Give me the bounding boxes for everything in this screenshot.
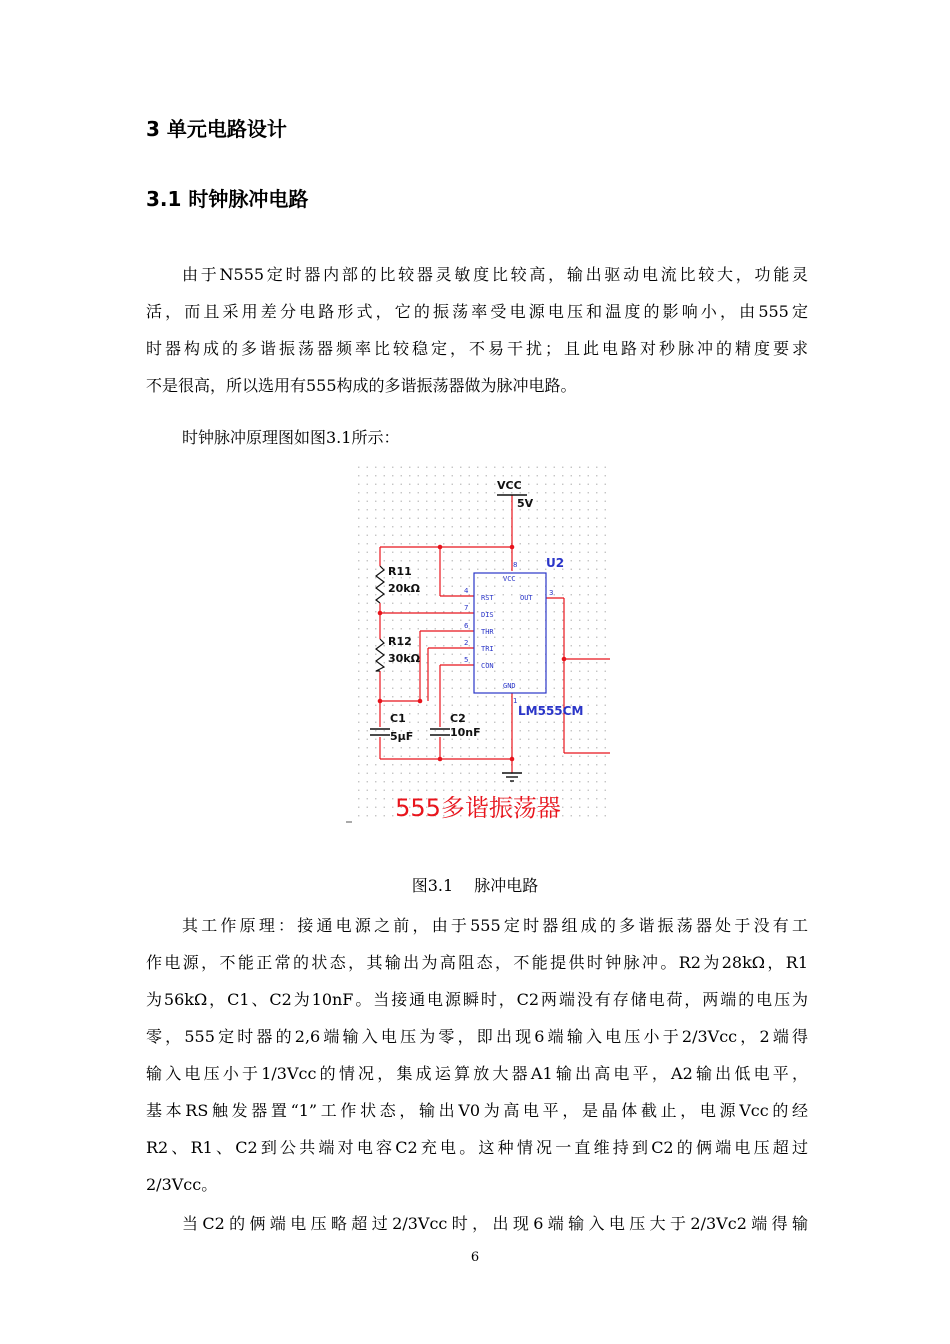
pin-number-tri: 2: [464, 639, 469, 647]
pin-label-thr: THR: [481, 628, 494, 636]
vcc-value: 5V: [517, 497, 534, 510]
text-line: 基本RS触发器置“1”工作状态，输出V0为高电平，是晶体截止，电源Vcc的经: [146, 1101, 808, 1120]
r11-ref: R11: [388, 565, 412, 578]
paragraph-principle: [146, 907, 808, 1203]
circuit-banner: 555多谐振荡器: [395, 794, 561, 822]
pin-number-thr: 6: [464, 622, 469, 630]
pin-label-rst: RST: [481, 594, 494, 602]
text-line: 时器构成的多谐振荡器频率比较稳定，不易干扰；且此电路对秒脉冲的精度要求: [146, 339, 808, 358]
paragraph-continued: [146, 1205, 808, 1242]
c1-value: 5µF: [390, 730, 414, 743]
figure-caption: 图3.1 脉冲电路: [411, 876, 539, 895]
r11-value: 20kΩ: [388, 582, 420, 595]
chip-model: LM555CM: [518, 704, 584, 718]
text-line: 零，555定时器的2,6端输入电压为零，即出现6端输入电压小于2/3Vcc，2端得: [146, 1027, 808, 1046]
text-line: 当C2的俩端电压略超过2/3Vcc时，出现6端输入电压大于2/3Vc2端得输: [182, 1214, 808, 1233]
text-line: R2、R1、C2到公共端对电容C2充电。这种情况一直维持到C2的俩端电压超过: [146, 1138, 808, 1157]
vcc-label: VCC: [497, 479, 522, 492]
pin-number-rst: 4: [464, 587, 469, 595]
pin-label-vcc: VCC: [503, 575, 516, 583]
chip-ref: U2: [546, 556, 565, 570]
text-line: 活，而且采用差分电路形式，它的振荡率受电源电压和温度的影响小，由555定: [146, 302, 808, 321]
page-number: 6: [470, 1250, 480, 1265]
r12-ref: R12: [388, 635, 412, 648]
text-line: 其工作原理：接通电源之前，由于555定时器组成的多谐振荡器处于没有工: [182, 916, 808, 935]
pin-number-con: 5: [464, 656, 469, 664]
pin-label-out: OUT: [520, 594, 533, 602]
text-line: 输入电压小于1/3Vcc的情况，集成运算放大器A1输出高电平，A2输出低电平，: [146, 1064, 808, 1083]
c1-ref: C1: [390, 712, 406, 725]
pin-label-tri: TRI: [481, 645, 494, 653]
paragraph-intro: [146, 256, 808, 404]
subsection-title: 3.1 时钟脉冲电路: [146, 187, 309, 211]
circuit-diagram: [346, 463, 610, 825]
c2-value: 10nF: [450, 726, 481, 739]
text-line: 2/3Vcc。: [146, 1175, 218, 1194]
text-line: 由于N555定时器内部的比较器灵敏度比较高，输出驱动电流比较大，功能灵: [182, 265, 808, 284]
pin-label-dis: DIS: [481, 611, 494, 619]
text-line: 作电源，不能正常的状态，其输出为高阻态，不能提供时钟脉冲。R2为28kΩ，R1: [146, 953, 808, 972]
pin-label-gnd: GND: [503, 682, 516, 690]
pin-label-con: CON: [481, 662, 494, 670]
c2-ref: C2: [450, 712, 466, 725]
r12-value: 30kΩ: [388, 652, 420, 665]
pin-number-dis: 7: [464, 604, 469, 612]
pin-number-vcc: 8: [513, 561, 518, 569]
text-line: 为56kΩ，C1、C2为10nF。当接通电源瞬时，C2两端没有存储电荷，两端的电压为: [146, 990, 808, 1009]
pin-number-gnd: 1: [513, 697, 518, 705]
paragraph-figure-ref: [146, 419, 808, 456]
section-title: 3 单元电路设计: [146, 117, 287, 141]
pin-number-out: 3: [549, 589, 554, 597]
text-line: 不是很高，所以选用有555构成的多谐振荡器做为脉冲电路。: [146, 376, 577, 395]
text-line: 时钟脉冲原理图如图3.1所示：: [182, 428, 400, 447]
